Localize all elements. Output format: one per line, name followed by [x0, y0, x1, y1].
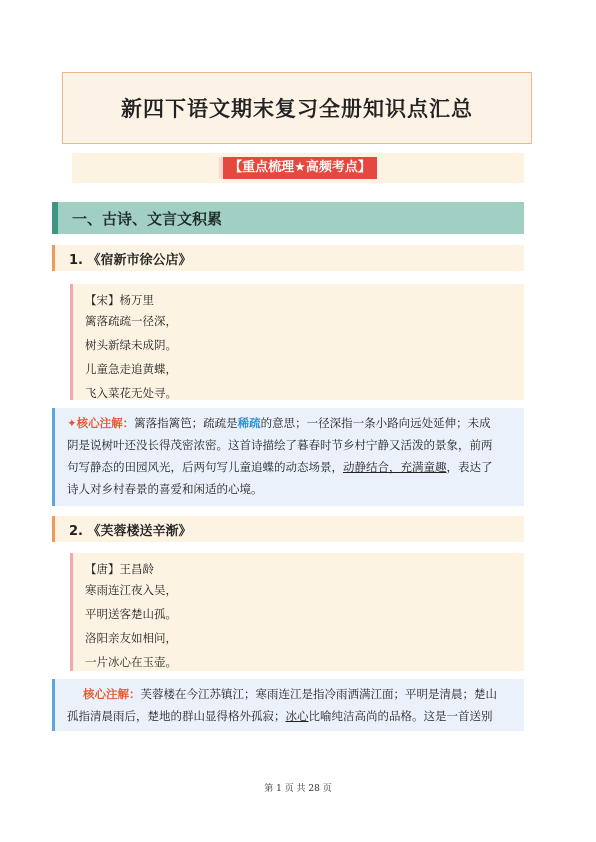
poem-author: 【唐】王昌龄 [85, 562, 154, 576]
note-text: 芙蓉楼在今江苏镇江；寒雨连江是指冷雨洒满江面；平明是清晨；楚山 [140, 687, 497, 701]
note-box-1 [52, 408, 524, 506]
note-text: ，表达了 [446, 460, 493, 474]
page-title: 新四下语文期末复习全册知识点汇总 [121, 97, 473, 121]
note-text: 句写静态的田园风光，后两句写儿童追蝶的动态场景， [67, 460, 343, 474]
poem-line: 洛阳亲友如相问， [85, 631, 177, 645]
page-footer: 第 1 页 共 28 页 [264, 784, 332, 794]
section-heading [52, 202, 524, 234]
poem-box-1 [70, 284, 524, 400]
poem-line: 平明送客楚山孤。 [85, 607, 177, 621]
section-heading-text: 一、古诗、文言文积累 [72, 209, 223, 228]
poem-heading-text: 2. 《芙蓉楼送辛渐》 [69, 523, 192, 539]
poem-box-2 [70, 553, 524, 671]
banner-box [72, 153, 524, 183]
poem-author: 【宋】杨万里 [85, 293, 154, 307]
note-line: 阴是说树叶还没长得茂密浓密。这首诗描绘了暮春时节乡村宁静又活泼的景象，前两 [67, 438, 493, 452]
note-text: 篱落指篱笆；疏疏是 [134, 416, 238, 430]
banner-tag: 【重点梳理★高频考点】 [219, 157, 377, 179]
note-line: 诗人对乡村春景的喜爱和闲适的心境。 [67, 482, 263, 496]
poem-line: 儿童急走追黄蝶， [85, 362, 177, 376]
note-box-2 [52, 679, 524, 731]
poem-heading-1 [52, 245, 524, 271]
note-line [67, 683, 514, 705]
note-line [67, 412, 514, 434]
title-box [62, 72, 532, 144]
note-label: 核心注解： [83, 687, 141, 701]
note-underline: 冰心 [285, 709, 309, 723]
poem-line: 一片冰心在玉壶。 [85, 655, 177, 669]
poem-line: 树头新绿未成阴。 [85, 338, 177, 352]
note-text: 的意思；一径深指一条小路向远处延伸；未成 [260, 416, 491, 430]
poem-heading-2 [52, 516, 524, 542]
note-label: 核心注解： [76, 416, 135, 430]
sparkle-icon: ✦ [67, 416, 77, 430]
poem-heading-text: 1. 《宿新市徐公店》 [69, 252, 192, 268]
note-line [67, 705, 514, 727]
note-underline: 动静结合，充满童趣 [343, 460, 447, 474]
note-text: 孤指清晨雨后，楚地的群山显得格外孤寂； [67, 709, 286, 723]
note-text: 比喻纯洁高尚的品格。这是一首送别 [308, 709, 493, 723]
note-line [67, 456, 514, 478]
poem-line: 寒雨连江夜入吴， [85, 583, 177, 597]
poem-line: 飞入菜花无处寻。 [85, 386, 177, 400]
note-highlight: 稀疏 [237, 416, 261, 430]
poem-line: 篱落疏疏一径深， [85, 314, 177, 328]
